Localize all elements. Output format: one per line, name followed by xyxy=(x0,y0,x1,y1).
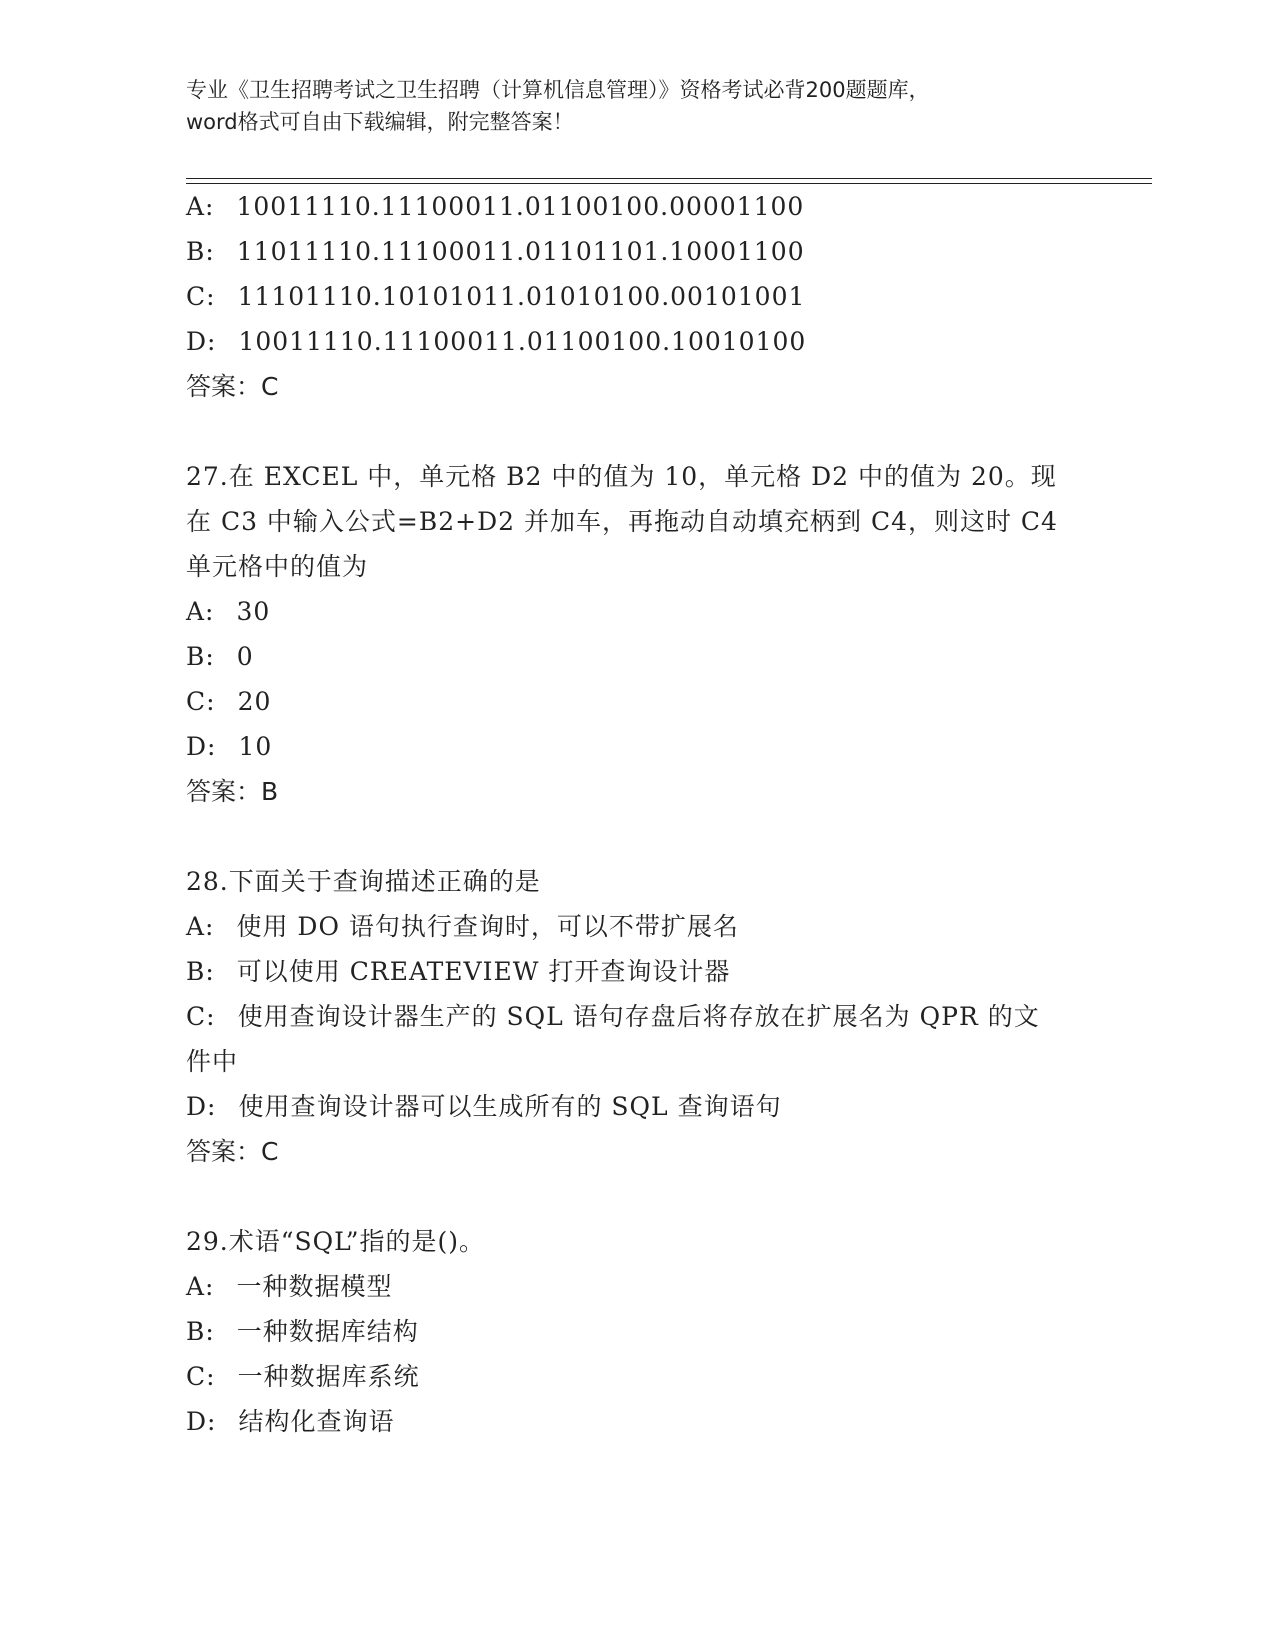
option-label: A: xyxy=(186,912,215,941)
q26-option-b xyxy=(186,236,805,268)
option-text: 一种数据库结构 xyxy=(236,1317,419,1346)
q29-question-line-1: 29.术语“SQL”指的是()。 xyxy=(186,1227,486,1256)
q26-option-c xyxy=(186,281,805,313)
option-label: B: xyxy=(186,642,215,671)
q28-option-a xyxy=(186,911,739,943)
option-text: 使用查询设计器可以生成所有的 SQL 查询语句 xyxy=(238,1092,782,1121)
option-text: 10011110.11100011.01100100.00001100 xyxy=(236,192,805,221)
q27-question-line-3: 单元格中的值为 xyxy=(186,552,369,581)
header-line-2: word格式可自由下载编辑，附完整答案！ xyxy=(186,110,574,134)
q28-option-d xyxy=(186,1091,782,1123)
option-text: 可以使用 CREATEVIEW 打开查询设计器 xyxy=(236,957,731,986)
q27-question-line-2: 在 C3 中输入公式=B2+D2 并加车，再拖动自动填充柄到 C4，则这时 C4 xyxy=(186,507,1058,536)
option-text: 0 xyxy=(236,642,254,671)
q29-option-b xyxy=(186,1316,419,1348)
q27-option-c xyxy=(186,686,271,718)
q27-option-b xyxy=(186,641,254,673)
option-label: B: xyxy=(186,1317,215,1346)
q26-answer: 答案：C xyxy=(186,372,279,401)
option-text: 20 xyxy=(237,687,272,716)
option-text: 一种数据模型 xyxy=(236,1272,393,1301)
q28-option-b xyxy=(186,956,730,988)
header-rule-bottom xyxy=(186,183,1152,184)
header-rule-top xyxy=(186,178,1152,179)
option-label: D: xyxy=(186,327,217,356)
header-line-1: 专业《卫生招聘考试之卫生招聘（计算机信息管理）》资格考试必背200题题库， xyxy=(186,78,930,102)
option-text: 10011110.11100011.01100100.10010100 xyxy=(238,327,807,356)
q26-option-d xyxy=(186,326,806,358)
q28-question-line-1: 28.下面关于查询描述正确的是 xyxy=(186,867,541,896)
q27-option-d xyxy=(186,731,272,763)
option-label: A: xyxy=(186,597,215,626)
option-text: 10 xyxy=(238,732,273,761)
option-text: 11101110.10101011.01010100.00101001 xyxy=(237,282,806,311)
option-text: 结构化查询语 xyxy=(238,1407,395,1436)
option-label: A: xyxy=(186,1272,215,1301)
option-label: B: xyxy=(186,957,215,986)
q28-option-c-continued xyxy=(186,1046,238,1078)
option-label: C: xyxy=(186,282,216,311)
q26-option-a xyxy=(186,191,804,223)
q27-question-line-1: 27.在 EXCEL 中，单元格 B2 中的值为 10，单元格 D2 中的值为 20。现 xyxy=(186,462,1057,491)
document-header xyxy=(186,74,1086,138)
option-text: 11011110.11100011.01101101.10001100 xyxy=(236,237,805,266)
option-text: 使用查询设计器生产的 SQL 语句存盘后将存放在扩展名为 QPR 的文 xyxy=(237,1002,1040,1031)
option-label: C: xyxy=(186,687,216,716)
option-text: 件中 xyxy=(186,1047,239,1076)
q28-option-c xyxy=(186,1001,1040,1033)
q27-answer: 答案：B xyxy=(186,777,279,806)
option-text: 一种数据库系统 xyxy=(237,1362,420,1391)
q29-option-c xyxy=(186,1361,420,1393)
q29-option-d xyxy=(186,1406,394,1438)
q28-answer: 答案：C xyxy=(186,1137,279,1166)
option-label: B: xyxy=(186,237,215,266)
q29-option-a xyxy=(186,1271,393,1303)
option-label: C: xyxy=(186,1002,216,1031)
option-label: D: xyxy=(186,1407,217,1436)
option-label: D: xyxy=(186,732,217,761)
option-label: A: xyxy=(186,192,215,221)
option-text: 使用 DO 语句执行查询时，可以不带扩展名 xyxy=(236,912,739,941)
option-text: 30 xyxy=(236,597,271,626)
q27-option-a xyxy=(186,596,270,628)
option-label: C: xyxy=(186,1362,216,1391)
option-label: D: xyxy=(186,1092,217,1121)
